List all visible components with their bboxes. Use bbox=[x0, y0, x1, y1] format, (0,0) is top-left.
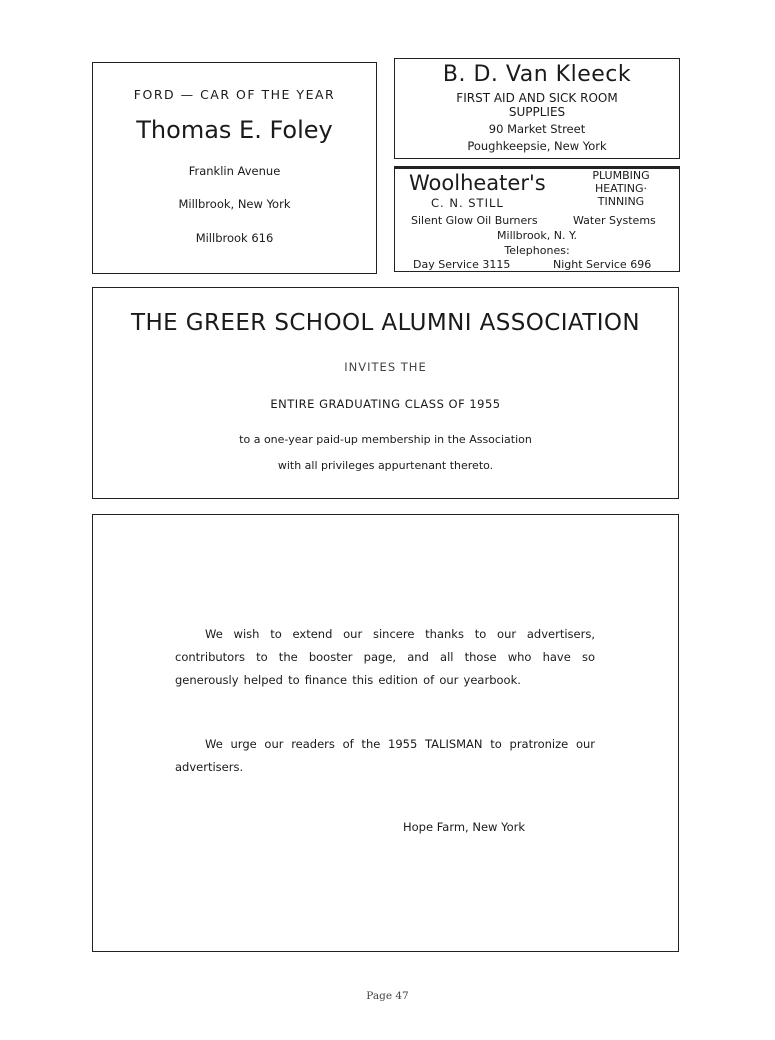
alumni-title: THE GREER SCHOOL ALUMNI ASSOCIATION bbox=[131, 310, 640, 336]
vankleeck-line2: SUPPLIES bbox=[508, 105, 566, 119]
service-tinning: TINNING bbox=[597, 195, 645, 208]
page-number: Page 47 bbox=[366, 990, 409, 1002]
woolheater-telephones: Telephones: bbox=[504, 244, 570, 257]
ford-city: Millbrook, New York bbox=[178, 197, 291, 211]
thanks-paragraph-2: We urge our readers of the 1955 TALISMAN to pratronize our advertisers. bbox=[175, 737, 595, 774]
woolheater-water: Water Systems bbox=[573, 214, 656, 227]
alumni-ad bbox=[92, 287, 679, 499]
thanks-signature: Hope Farm, New York bbox=[403, 820, 526, 834]
woolheater-ad bbox=[394, 166, 680, 272]
vankleeck-line1: FIRST AID AND SICK ROOM bbox=[456, 91, 618, 105]
ford-tagline: FORD — CAR OF THE YEAR bbox=[133, 87, 336, 102]
woolheater-services bbox=[565, 169, 677, 208]
service-heating: HEATING· bbox=[594, 182, 648, 195]
alumni-line1: INVITES THE bbox=[344, 360, 427, 374]
woolheater-name: Woolheater's bbox=[409, 171, 546, 195]
service-plumbing: PLUMBING bbox=[592, 169, 650, 182]
vankleeck-city: Poughkeepsie, New York bbox=[467, 139, 607, 153]
ford-dealer-name: Thomas E. Foley bbox=[136, 116, 333, 144]
thanks-paragraph-1: We wish to extend our sincere thanks to our advertisers, contributors to the booster page, and all those who have so generously helped to finance this edition of our yearbook. bbox=[175, 627, 595, 687]
ford-street: Franklin Avenue bbox=[188, 164, 281, 178]
woolheater-night-service: Night Service 696 bbox=[553, 258, 652, 271]
ford-phone: Millbrook 616 bbox=[195, 231, 274, 245]
alumni-line4: with all privileges appurtenant thereto. bbox=[277, 459, 494, 472]
alumni-line3: to a one-year paid-up membership in the Association bbox=[239, 433, 532, 446]
alumni-line2: ENTIRE GRADUATING CLASS OF 1955 bbox=[270, 397, 501, 411]
woolheater-day-service: Day Service 3115 bbox=[413, 258, 511, 271]
woolheater-owner: C. N. STILL bbox=[431, 196, 504, 210]
vankleeck-ad bbox=[394, 58, 680, 159]
woolheater-town: Millbrook, N. Y. bbox=[497, 229, 577, 242]
vankleeck-street: 90 Market Street bbox=[488, 122, 586, 136]
vankleeck-name: B. D. Van Kleeck bbox=[442, 62, 632, 87]
ford-ad bbox=[92, 62, 377, 274]
thanks-box bbox=[92, 514, 679, 952]
woolheater-oil: Silent Glow Oil Burners bbox=[411, 214, 538, 227]
